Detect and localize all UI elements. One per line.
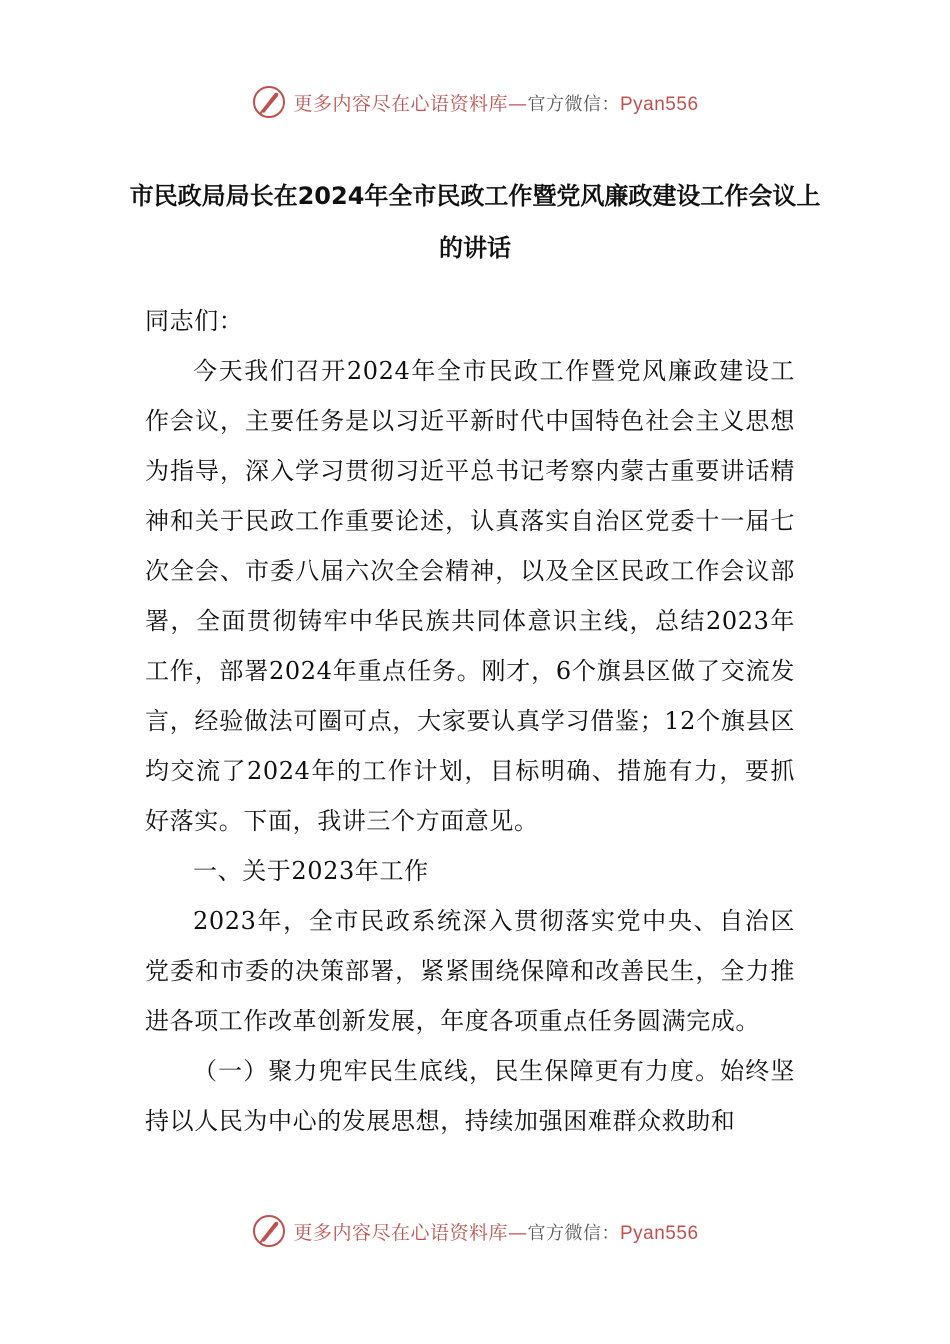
body-paragraph: 今天我们召开2024年全市民政工作暨党风廉政建设工作会议，主要任务是以习近平新时代中国特色社会主义思想为指导，深入学习贯彻习近平总书记考察内蒙古重要讲话精神和关于民政工作重要论述，认真落实自治区党委十一届七次全会、市委八届六次全会精神，以及全区民政工作会议部署，全面贯彻铸牢中华民族共同体意识主线，总结2023年工作，部署2024年重点任务。刚才，6个旗县区做了交流发言，经验做法可圈可点，大家要认真学习借鉴；12个旗县区均交流了2024年的工作计划，目标明确、措施有力，要抓好落实。下面，我讲三个方面意见。 (145, 357, 795, 835)
watermark-text (293, 1218, 698, 1245)
body-paragraph: （一）聚力兜牢民生底线，民生保障更有力度。始终坚持以人民为中心的发展思想，持续加强困难群众救助和 (145, 1057, 795, 1135)
watermark-wechat-label: 官方微信： (527, 93, 620, 115)
watermark-wechat-id: Pyan556 (620, 93, 699, 115)
document-body (145, 296, 795, 1146)
watermark-wechat-id: Pyan556 (620, 1222, 699, 1244)
document-title: 市民政局局长在2024年全市民政工作暨党风廉政建设工作会议上的讲话 (129, 182, 821, 262)
watermark-site-text: 更多内容尽在心语资料库 (293, 92, 508, 115)
watermark-text (293, 89, 698, 116)
watermark-separator: — (508, 1221, 528, 1244)
watermark-wechat-label: 官方微信： (527, 1222, 620, 1244)
quill-pen-icon (251, 1213, 287, 1249)
header-watermark (0, 80, 950, 124)
quill-pen-icon (251, 84, 287, 120)
footer-watermark (0, 1209, 950, 1253)
salutation: 同志们： (145, 307, 244, 335)
watermark-site-text: 更多内容尽在心语资料库 (293, 1221, 508, 1244)
section-heading: 一、关于2023年工作 (193, 857, 429, 885)
body-paragraph: 2023年，全市民政系统深入贯彻落实党中央、自治区党委和市委的决策部署，紧紧围绕保障和改善民生，全力推进各项工作改革创新发展，年度各项重点任务圆满完成。 (145, 907, 795, 1035)
watermark-separator: — (508, 92, 528, 115)
